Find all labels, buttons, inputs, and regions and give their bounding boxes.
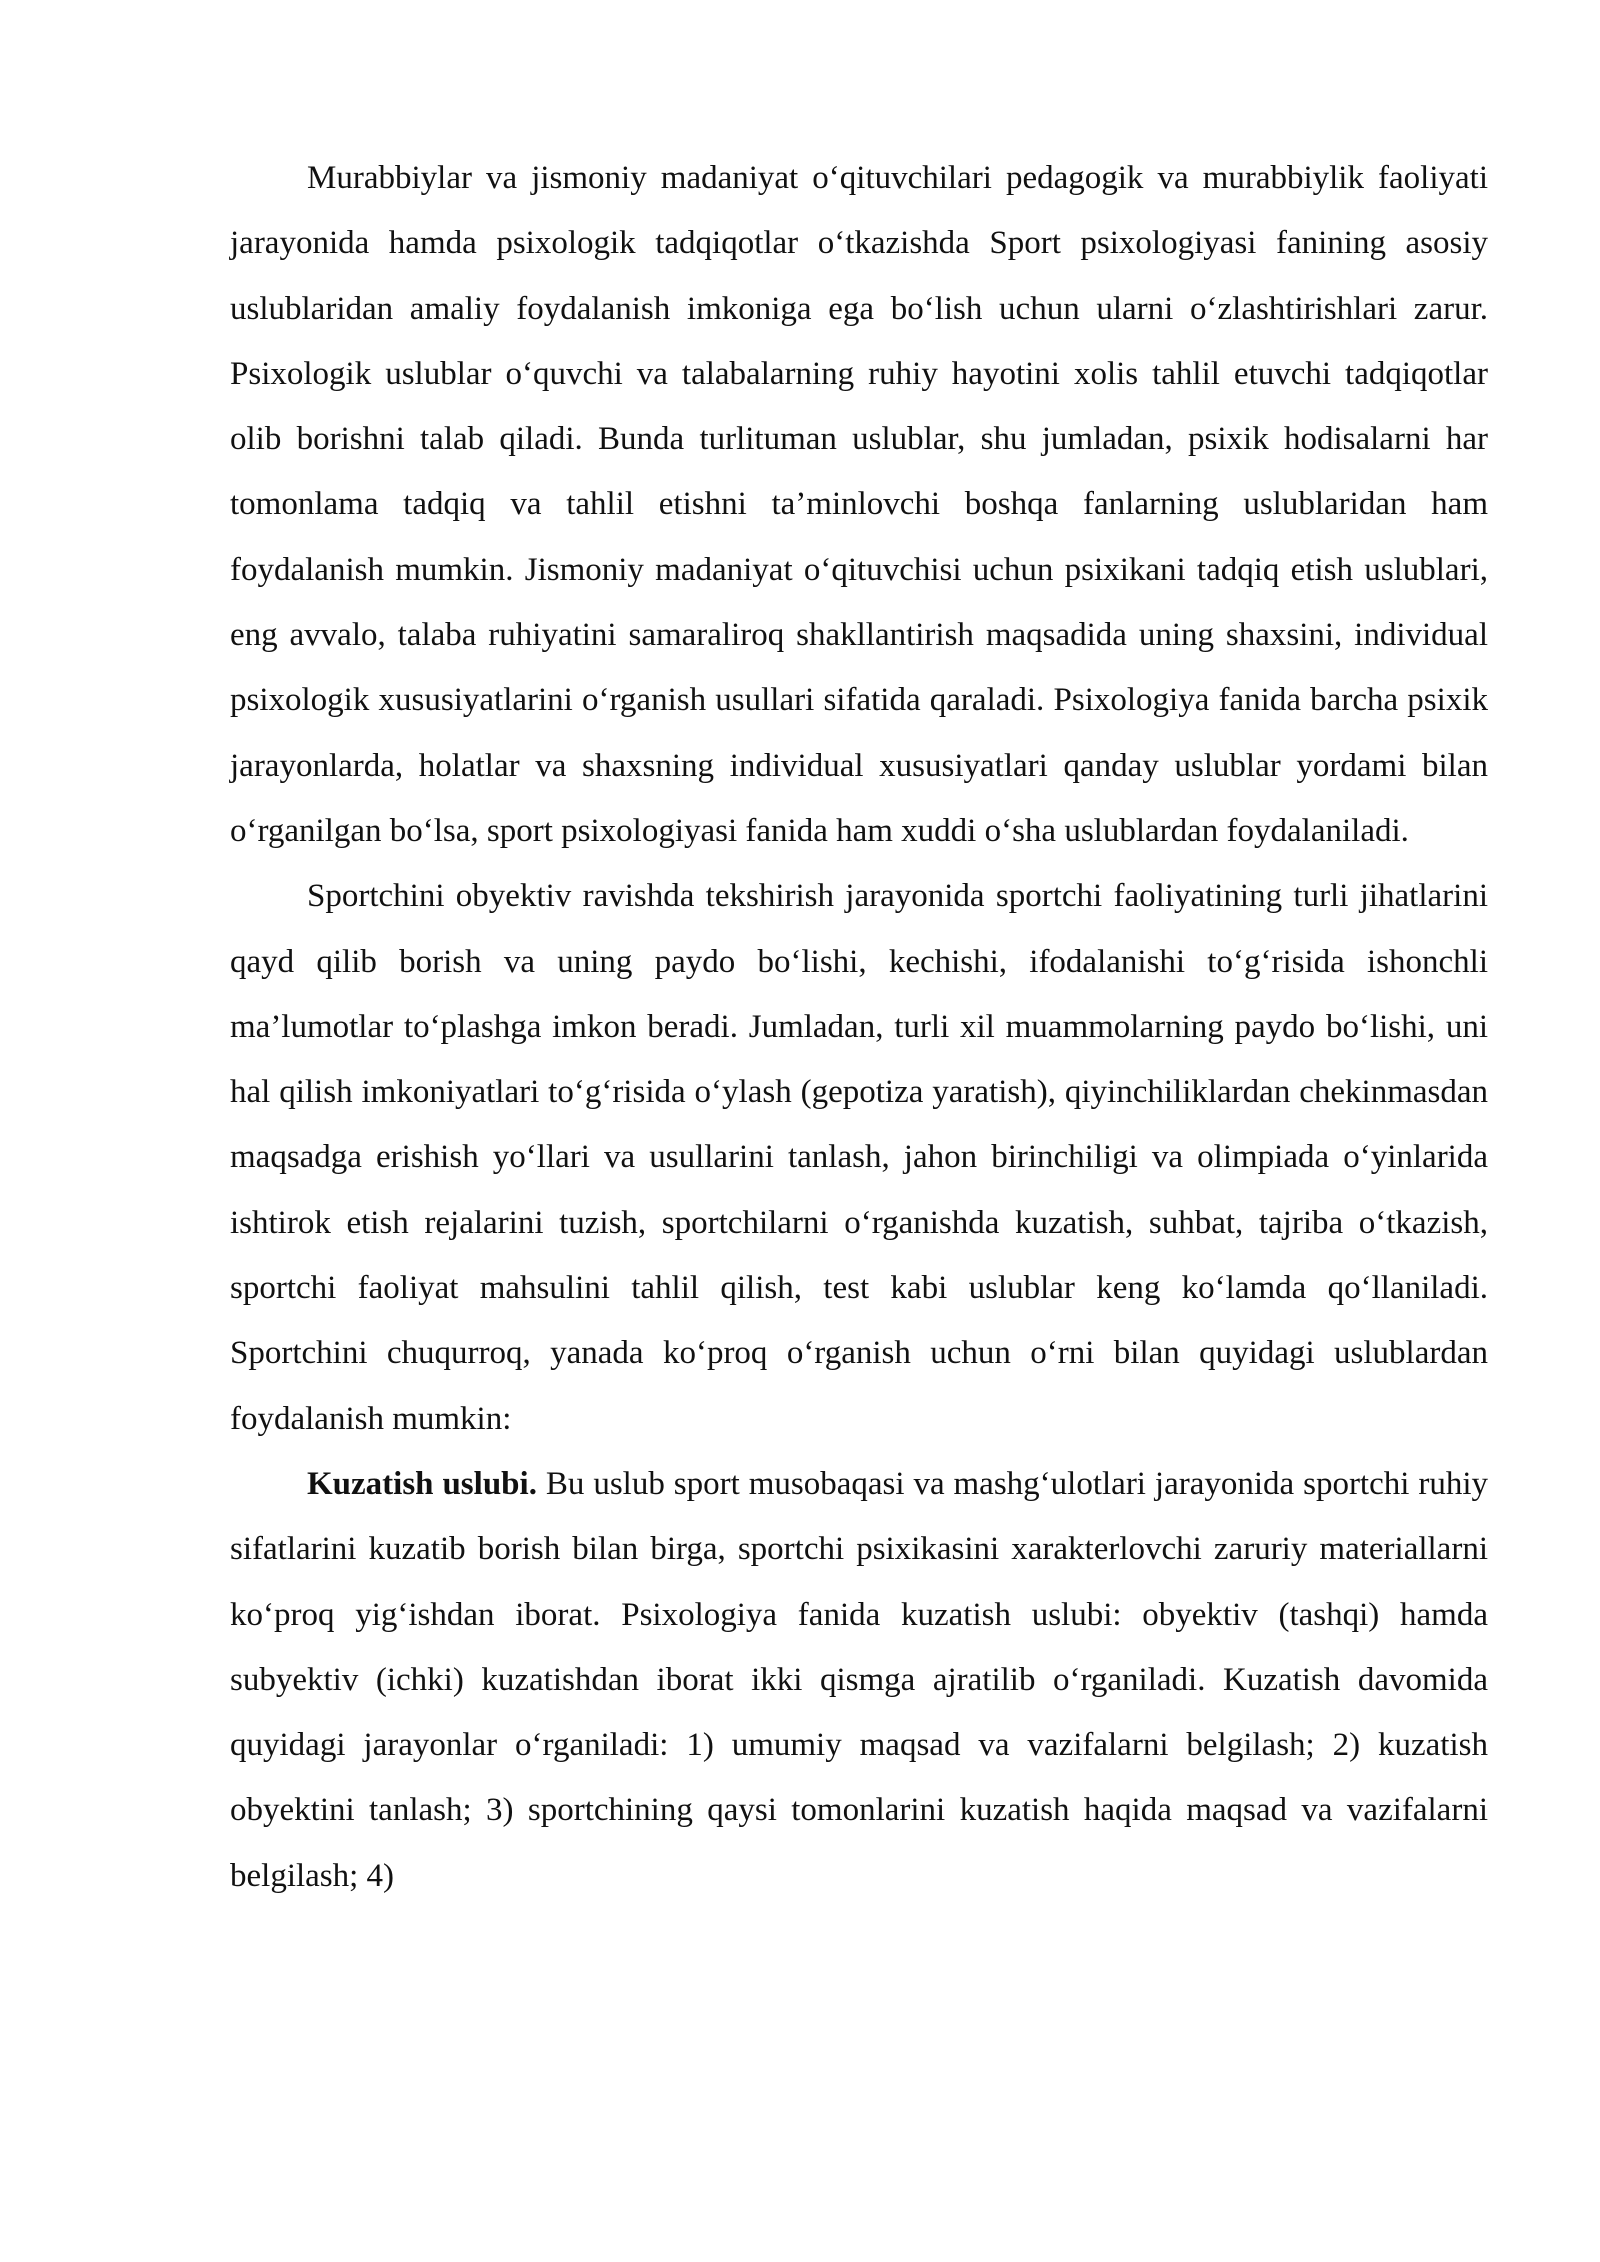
section-heading-kuzatish: Kuzatish uslubi. — [307, 1465, 537, 1502]
body-text — [230, 146, 1488, 1909]
paragraph-2 — [230, 864, 1488, 1452]
paragraph-3 — [230, 1452, 1488, 1909]
paragraph-2-text: Sportchini obyektiv ravishda tekshirish jarayonida sportchi faoliyatining turli jihatlarini qayd qilib borish va uning paydo bo‘lishi, kechishi, ifodalanishi to‘g‘risida ishonchli ma’lumotlar to‘plashga imkon beradi. Jumladan, turli xil muammolarning paydo bo‘lishi, uni hal qilish imkoniyatlari to‘g‘risida o‘ylash (gepotiza yaratish), qiyinchiliklardan chekinmasdan maqsadga erishish yo‘llari va usullarini tanlash, jahon birinchiligi va olimpiada o‘yinlarida ishtirok etish rejalarini tuzish, sportchilarni o‘rganishda kuzatish, suhbat, tajriba o‘tkazish, sportchi faoliyat mahsulini tahlil qilish, test kabi uslublar keng ko‘lamda qo‘llaniladi. Sportchini chuqurroq, yanada ko‘proq o‘rganish uchun o‘rni bilan quyidagi uslublardan foydalanish mumkin: — [230, 878, 1488, 1437]
paragraph-3-text: Bu uslub sport musobaqasi va mashg‘ulotlari jarayonida sportchi ruhiy sifatlarini kuzatib borish bilan birga, sportchi psixikasini xarakterlovchi zaruriy materiallarni ko‘proq yig‘ishdan iborat. Psixologiya fanida kuzatish uslubi: obyektiv (tashqi) hamda subyektiv (ichki) kuzatishdan iborat ikki qismga ajratilib o‘rganiladi. Kuzatish davomida quyidagi jarayonlar o‘rganiladi: 1) umumiy maqsad va vazifalarni belgilash; 2) kuzatish obyektini tanlash; 3) sportchining qaysi tomonlarini kuzatish haqida maqsad va vazifalarni belgilash; 4) — [230, 1465, 1489, 1894]
paragraph-1 — [230, 146, 1488, 864]
paragraph-1-text: Murabbiylar va jismoniy madaniyat o‘qituvchilari pedagogik va murabbiylik faoliyati jarayonida hamda psixologik tadqiqotlar o‘tkazishda Sport psixologiyasi fanining asosiy uslublaridan amaliy foydalanish imkoniga ega bo‘lish uchun ularni o‘zlashtirishlari zarur. Psixologik uslublar o‘quvchi va talabalarning ruhiy hayotini xolis tahlil etuvchi tadqiqotlar olib borishni talab qiladi. Bunda turlituman uslublar, shu jumladan, psixik hodisalarni har tomonlama tadqiq va tahlil etishni ta’minlovchi boshqa fanlarning uslublaridan ham foydalanish mumkin. Jismoniy madaniyat o‘qituvchisi uchun psixikani tadqiq etish uslublari, eng avvalo, talaba ruhiyatini samaraliroq shakllantirish maqsadida uning shaxsini, individual psixologik xususiyatlarini o‘rganish usullari sifatida qaraladi. Psixologiya fanida barcha psixik jarayonlarda, holatlar va shaxsning individual xususiyatlari qanday uslublar yordami bilan o‘rganilgan bo‘lsa, sport psixologiyasi fanida ham xuddi o‘sha uslublardan foydalaniladi. — [230, 160, 1488, 849]
